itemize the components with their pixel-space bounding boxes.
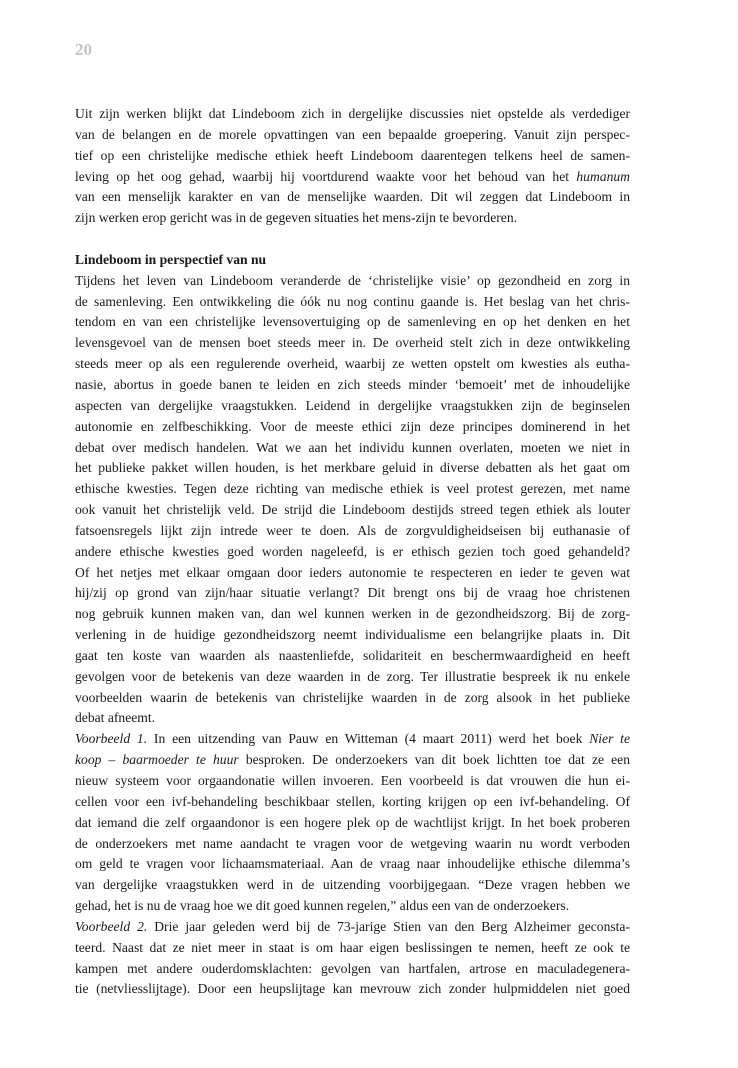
text-line: nasie, abortus in goede banen te leiden en zich steeds minder ‘bemoeit’ met de inhoudelijke: [75, 376, 630, 392]
text-line: cellen voor een ivf-behandeling beschikbaar stellen, korting krijgen op een ivf-behandeling. Of: [75, 793, 630, 809]
text-line: de onderzoekers met name aandacht te vragen voor de wetgeving waarin nu wordt verboden: [75, 835, 630, 851]
text-line: [75, 167, 630, 188]
text-line: debat over medisch handelen. Wat we aan het individu kunnen overlaten, moeten we niet in: [75, 439, 630, 455]
text-line: Uit zijn werken blijkt dat Lindeboom zich in dergelijke discussies niet opstelde als verdediger: [75, 106, 630, 121]
section-heading: Lindeboom in perspectief van nu: [75, 251, 267, 267]
text-line: Of het netjes met elkaar omgaan door ieders autonomie te respecteren en ieder te geven wat: [75, 564, 630, 580]
text-line: nieuw systeem voor orgaandonatie willen invoeren. Een voorbeeld is dat vrouwen die hun ei-: [75, 773, 630, 788]
emphasis-humanum: humanum: [576, 168, 630, 184]
text-line: kampen met andere ouderdomsklachten: gevolgen van hartfalen, artrose en maculadegenera-: [75, 960, 630, 976]
text-line: [75, 729, 630, 750]
text-line: autonomie en zelfbeschikking. Voor de meeste ethici zijn deze principes dominerend in het: [75, 418, 630, 434]
text-line: zijn werken erop gericht was in de gegeven situaties het mens-zijn te bevorderen.: [75, 210, 518, 226]
text-line: gehad, het is nu de vraag hoe we dit goed kunnen regelen,” aldus een van de onderzoekers.: [75, 898, 570, 914]
text-line: verlening in de huidige gezondheidszorg neemt individualisme een belangrijke plaats in. Dit: [75, 627, 630, 643]
text-line: andere ethische kwesties goed worden nageleefd, is er ethisch gezien toch goed gehandeld?: [75, 543, 630, 559]
text-line: van dergelijke vraagstukken werd in de uitzending voorbijgegaan. “Deze vragen hebben we: [75, 877, 630, 893]
book-title: Nier te: [589, 731, 630, 747]
text-line: debat afneemt.: [75, 710, 156, 726]
text-line: gevolgen voor de betekenis van deze waarden in de zorg. Ter illustratie bespreek ik nu enkele: [75, 668, 630, 684]
book-title: koop – baarmoeder te huur: [75, 752, 239, 768]
paragraph-gap: [75, 229, 630, 250]
text-line: ethische kwesties. Tegen deze richting van medische ethiek is veel protest gerezen, met name: [75, 481, 630, 497]
body-text: [75, 104, 630, 1000]
text-line: de samenleving. Een ontwikkeling die óók nu nog continu gaande is. Het beslag van het chris-: [75, 293, 630, 309]
text-line: nog gebruik kunnen maken van, dan wel kunnen werken in de gezondheidszorg. Bij de zorg-: [75, 606, 630, 622]
text-line: levensgevoel van de mensen boet steeds meer in. De overheid stelt zich in deze ontwikkeling: [75, 335, 630, 351]
text-line: ook vanuit het christelijk veld. De strijd die Lindeboom destijds streed tegen ethiek als louter: [75, 502, 630, 518]
text-line: [75, 750, 630, 771]
text-line: van de belangen en de morele opvattingen van een bepaalde groepering. Vanuit zijn perspec-: [75, 126, 630, 142]
text-line: hij/zij op grond van zijn/haar situatie verlangt? Dit brengt ons bij de vraag hoe christenen: [75, 585, 630, 601]
text-line: het publieke pakket willen houden, is het merkbare geluid in diverse debatten als het gaat om: [75, 460, 630, 476]
text-line: aspecten van dergelijke vraagstukken. Leidend in dergelijke vraagstukken zijn de beginselen: [75, 397, 630, 413]
text-line: steeds meer op als een regulerende overheid, waarbij ze wetten opstelt om kwesties als eutha-: [75, 356, 630, 372]
text-line: dat iemand die zelf orgaandonor is een hogere plek op de wachtlijst krijgt. In het boek proberen: [75, 814, 630, 830]
text-line: gaat ten koste van waarden als naastenliefde, solidariteit en beschermwaardigheid en heeft: [75, 647, 630, 663]
example-label: Voorbeeld 1.: [75, 731, 148, 747]
text-line: voorbeelden waarin de betekenis van christelijke waarden in de zorg alsook in het publieke: [75, 689, 630, 705]
page-number: 20: [75, 40, 92, 59]
text-segment: leving op het oog gehad, waarbij hij voortdurend waakte voor het behoud van het: [75, 168, 577, 184]
text-line: Tijdens het leven van Lindeboom veranderde de ‘christelijke visie’ op gezondheid en zorg in: [75, 272, 630, 288]
text-line: om geld te vragen voor lichaamsmateriaal. Aan de vraag naar inhoudelijke ethische dilemma’s: [75, 856, 630, 872]
text-line: tendom en van een christelijke levensovertuiging op de samenleving en op het denken en het: [75, 314, 630, 330]
text-segment: Drie jaar geleden werd bij de 73-jarige Stien van den Berg Alzheimer geconsta-: [147, 918, 630, 934]
text-line: tief op een christelijke medische ethiek heeft Lindeboom daarentegen telkens heel de samen-: [75, 147, 630, 163]
text-segment: In een uitzending van Pauw en Witteman (4 maart 2011) werd het boek: [147, 731, 590, 747]
text-line: van een menselijk karakter en van de menselijke waarden. Dit wil zeggen dat Lindeboom in: [75, 189, 630, 205]
text-line: tie (netvliesslijtage). Door een heupslijtage kan mevrouw zich zonder hulpmiddelen niet goed: [75, 981, 630, 997]
text-line: teerd. Naast dat ze niet meer in staat is om haar eigen beslissingen te nemen, heeft ze ook te: [75, 939, 630, 955]
example-label: Voorbeeld 2.: [75, 918, 148, 934]
text-line: [75, 917, 630, 938]
text-line: fatsoensregels lijkt zijn intrede weer te doen. Als de zorgvuldigheidseisen bij euthanasie of: [75, 522, 630, 538]
text-segment: besproken. De onderzoekers van dit boek lichtten toe dat ze een: [238, 752, 630, 768]
